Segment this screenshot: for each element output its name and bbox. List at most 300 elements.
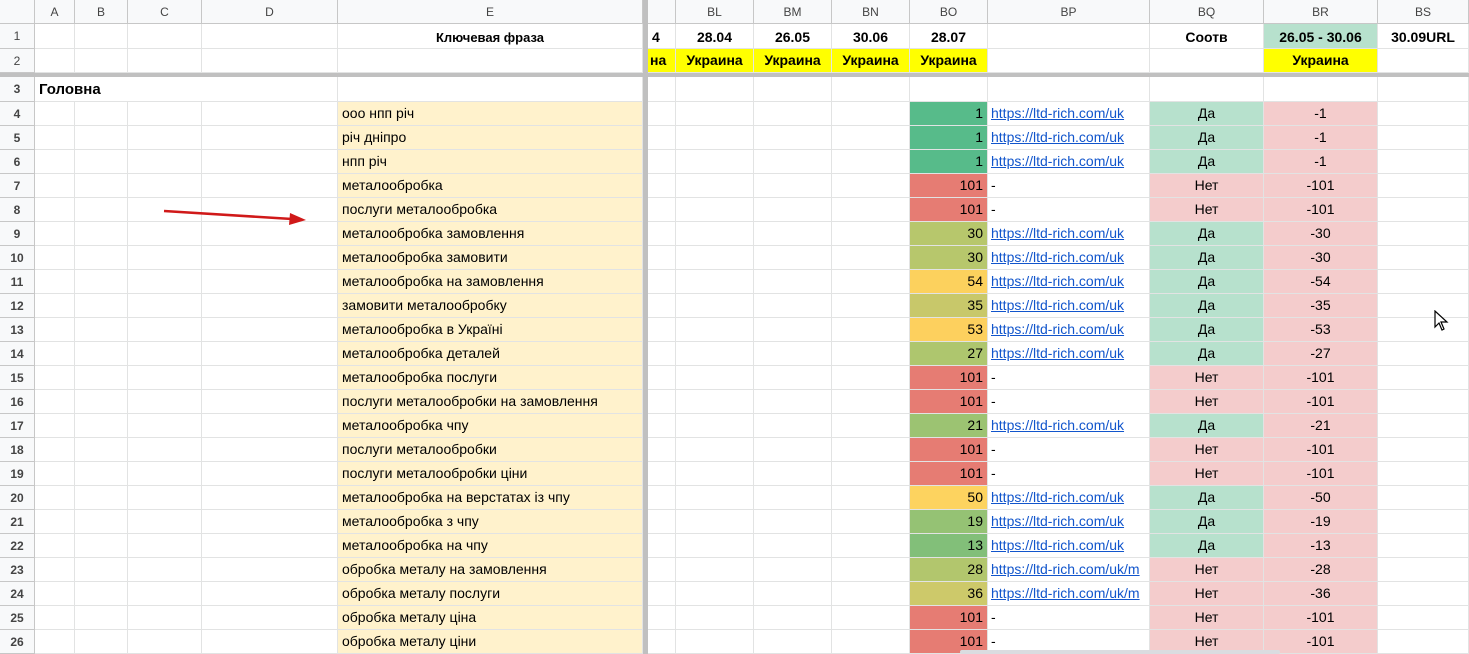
- cell-b[interactable]: [75, 198, 128, 222]
- cell-bm[interactable]: [754, 630, 832, 654]
- match-cell[interactable]: Да: [1150, 270, 1264, 294]
- cell-bs[interactable]: [1378, 606, 1469, 630]
- row-header[interactable]: 14: [0, 342, 35, 366]
- cell-a[interactable]: [35, 222, 75, 246]
- cell-b[interactable]: [75, 246, 128, 270]
- cell-bs3[interactable]: [1378, 77, 1469, 102]
- cell-bl[interactable]: [676, 174, 754, 198]
- position-cell[interactable]: 101: [910, 606, 988, 630]
- keyword-cell[interactable]: металообробка послуги: [338, 366, 643, 390]
- cell-d[interactable]: [202, 462, 338, 486]
- cell-bl[interactable]: [676, 366, 754, 390]
- diff-cell[interactable]: -101: [1264, 462, 1378, 486]
- cell-b[interactable]: [75, 558, 128, 582]
- diff-cell[interactable]: -1: [1264, 150, 1378, 174]
- position-cell[interactable]: 53: [910, 318, 988, 342]
- keyword-cell[interactable]: металообробка в Україні: [338, 318, 643, 342]
- cell-b1[interactable]: [75, 24, 128, 49]
- row-header[interactable]: 26: [0, 630, 35, 654]
- url-header-bs[interactable]: 30.09URL: [1378, 24, 1469, 49]
- diff-cell[interactable]: -101: [1264, 198, 1378, 222]
- cell-d[interactable]: [202, 510, 338, 534]
- cell-bo3[interactable]: [910, 77, 988, 102]
- cell-bl[interactable]: [676, 630, 754, 654]
- cell-bl[interactable]: [676, 102, 754, 126]
- cell-bn[interactable]: [832, 486, 910, 510]
- cell-bs[interactable]: [1378, 198, 1469, 222]
- match-cell[interactable]: Нет: [1150, 390, 1264, 414]
- diff-cell[interactable]: -30: [1264, 246, 1378, 270]
- position-cell[interactable]: 35: [910, 294, 988, 318]
- cell-bl[interactable]: [676, 294, 754, 318]
- cell-bs[interactable]: [1378, 318, 1469, 342]
- cell-d[interactable]: [202, 414, 338, 438]
- cell-c[interactable]: [128, 582, 202, 606]
- cell-partial[interactable]: [648, 174, 676, 198]
- diff-cell[interactable]: -27: [1264, 342, 1378, 366]
- cell-bp2[interactable]: [988, 49, 1150, 73]
- cell-c[interactable]: [128, 438, 202, 462]
- cell-d[interactable]: [202, 366, 338, 390]
- cell-c[interactable]: [128, 102, 202, 126]
- diff-cell[interactable]: -19: [1264, 510, 1378, 534]
- row-header[interactable]: 20: [0, 486, 35, 510]
- keyword-cell[interactable]: обробка металу послуги: [338, 582, 643, 606]
- cell-bs[interactable]: [1378, 174, 1469, 198]
- cell-c[interactable]: [128, 462, 202, 486]
- cell-bm[interactable]: [754, 486, 832, 510]
- cell-bl[interactable]: [676, 582, 754, 606]
- cell-bm[interactable]: [754, 438, 832, 462]
- cell-bm[interactable]: [754, 534, 832, 558]
- region-bm[interactable]: Украина: [754, 49, 832, 73]
- cell-partial[interactable]: [648, 102, 676, 126]
- cell-bs[interactable]: [1378, 534, 1469, 558]
- cell-bl[interactable]: [676, 270, 754, 294]
- url-cell[interactable]: https://ltd-rich.com/uk: [988, 294, 1150, 318]
- cell-partial[interactable]: [648, 366, 676, 390]
- cell-bn3[interactable]: [832, 77, 910, 102]
- cell-bm[interactable]: [754, 174, 832, 198]
- cell-bn[interactable]: [832, 126, 910, 150]
- cell-c[interactable]: [128, 390, 202, 414]
- date-header-bn[interactable]: 30.06: [832, 24, 910, 49]
- cell-a[interactable]: [35, 606, 75, 630]
- position-cell[interactable]: 21: [910, 414, 988, 438]
- region-bo[interactable]: Украина: [910, 49, 988, 73]
- cell-b[interactable]: [75, 486, 128, 510]
- cell-c[interactable]: [128, 366, 202, 390]
- cell-a2[interactable]: [35, 49, 75, 73]
- cell-partial[interactable]: [648, 414, 676, 438]
- col-header-a[interactable]: A: [35, 0, 75, 24]
- col-header-br[interactable]: BR: [1264, 0, 1378, 24]
- cell-partial[interactable]: [648, 606, 676, 630]
- cell-d[interactable]: [202, 270, 338, 294]
- cell-bn[interactable]: [832, 438, 910, 462]
- cell-bs[interactable]: [1378, 486, 1469, 510]
- cell-br3[interactable]: [1264, 77, 1378, 102]
- col-header-bn[interactable]: BN: [832, 0, 910, 24]
- cell-c[interactable]: [128, 294, 202, 318]
- cell-bm[interactable]: [754, 294, 832, 318]
- cell-bn[interactable]: [832, 606, 910, 630]
- url-cell[interactable]: -: [988, 174, 1150, 198]
- match-cell[interactable]: Да: [1150, 222, 1264, 246]
- cell-b[interactable]: [75, 318, 128, 342]
- cell-a[interactable]: [35, 582, 75, 606]
- cell-bn[interactable]: [832, 102, 910, 126]
- cell-bl[interactable]: [676, 390, 754, 414]
- cell-bn[interactable]: [832, 198, 910, 222]
- cell-d1[interactable]: [202, 24, 338, 49]
- cell-partial[interactable]: [648, 150, 676, 174]
- cell-bm[interactable]: [754, 462, 832, 486]
- position-cell[interactable]: 1: [910, 102, 988, 126]
- cell-d[interactable]: [202, 246, 338, 270]
- cell-a[interactable]: [35, 150, 75, 174]
- col-header-bp[interactable]: BP: [988, 0, 1150, 24]
- cell-bm[interactable]: [754, 606, 832, 630]
- row-header[interactable]: 17: [0, 414, 35, 438]
- diff-cell[interactable]: -21: [1264, 414, 1378, 438]
- row-header-2[interactable]: 2: [0, 49, 35, 73]
- cell-bl[interactable]: [676, 510, 754, 534]
- url-cell[interactable]: https://ltd-rich.com/uk: [988, 414, 1150, 438]
- match-cell[interactable]: Нет: [1150, 630, 1264, 654]
- cell-bl[interactable]: [676, 534, 754, 558]
- position-cell[interactable]: 13: [910, 534, 988, 558]
- cell-bl[interactable]: [676, 246, 754, 270]
- cell-bl[interactable]: [676, 342, 754, 366]
- match-cell[interactable]: Да: [1150, 126, 1264, 150]
- match-cell[interactable]: Да: [1150, 534, 1264, 558]
- cell-partial[interactable]: [648, 630, 676, 654]
- cell-partial[interactable]: [648, 390, 676, 414]
- col-header-c[interactable]: C: [128, 0, 202, 24]
- row-header[interactable]: 10: [0, 246, 35, 270]
- cell-c[interactable]: [128, 342, 202, 366]
- keyword-cell[interactable]: послуги металообробки ціни: [338, 462, 643, 486]
- cell-d[interactable]: [202, 174, 338, 198]
- cell-d[interactable]: [202, 606, 338, 630]
- cell-d[interactable]: [202, 486, 338, 510]
- cell-d[interactable]: [202, 582, 338, 606]
- keyword-cell[interactable]: послуги металообробка: [338, 198, 643, 222]
- cell-b[interactable]: [75, 150, 128, 174]
- position-cell[interactable]: 101: [910, 390, 988, 414]
- frozen-column-divider[interactable]: [643, 0, 648, 654]
- cell-bs[interactable]: [1378, 390, 1469, 414]
- diff-cell[interactable]: -30: [1264, 222, 1378, 246]
- position-cell[interactable]: 28: [910, 558, 988, 582]
- cell-b[interactable]: [75, 174, 128, 198]
- cell-bs[interactable]: [1378, 438, 1469, 462]
- diff-cell[interactable]: -101: [1264, 174, 1378, 198]
- url-cell[interactable]: https://ltd-rich.com/uk/m: [988, 558, 1150, 582]
- cell-bl[interactable]: [676, 150, 754, 174]
- cell-bs[interactable]: [1378, 102, 1469, 126]
- url-cell[interactable]: -: [988, 390, 1150, 414]
- position-cell[interactable]: 101: [910, 462, 988, 486]
- cell-c[interactable]: [128, 246, 202, 270]
- cell-partial[interactable]: [648, 342, 676, 366]
- cell-bm[interactable]: [754, 366, 832, 390]
- cell-bn[interactable]: [832, 318, 910, 342]
- cell-b2[interactable]: [75, 49, 128, 73]
- cell-d[interactable]: [202, 294, 338, 318]
- cell-d[interactable]: [202, 318, 338, 342]
- cell-b[interactable]: [75, 414, 128, 438]
- cell-a[interactable]: [35, 174, 75, 198]
- url-cell[interactable]: -: [988, 606, 1150, 630]
- url-cell[interactable]: https://ltd-rich.com/uk: [988, 318, 1150, 342]
- cell-b[interactable]: [75, 630, 128, 654]
- keyword-cell[interactable]: обробка металу на замовлення: [338, 558, 643, 582]
- cell-bs[interactable]: [1378, 342, 1469, 366]
- cell-bn[interactable]: [832, 558, 910, 582]
- cell-bm[interactable]: [754, 150, 832, 174]
- cell-bm[interactable]: [754, 390, 832, 414]
- cell-bn[interactable]: [832, 390, 910, 414]
- cell-bn[interactable]: [832, 510, 910, 534]
- cell-bs[interactable]: [1378, 222, 1469, 246]
- cell-bn[interactable]: [832, 630, 910, 654]
- position-cell[interactable]: 19: [910, 510, 988, 534]
- url-cell[interactable]: https://ltd-rich.com/uk: [988, 150, 1150, 174]
- cell-bs[interactable]: [1378, 246, 1469, 270]
- position-cell[interactable]: 30: [910, 246, 988, 270]
- partial-region-2[interactable]: на: [648, 49, 676, 73]
- cell-bl[interactable]: [676, 438, 754, 462]
- cell-bm[interactable]: [754, 222, 832, 246]
- cell-partial[interactable]: [648, 462, 676, 486]
- cell-a[interactable]: [35, 558, 75, 582]
- cell-bm[interactable]: [754, 558, 832, 582]
- cell-partial[interactable]: [648, 582, 676, 606]
- cell-bm[interactable]: [754, 582, 832, 606]
- cell-bp1[interactable]: [988, 24, 1150, 49]
- cell-bm[interactable]: [754, 342, 832, 366]
- url-cell[interactable]: https://ltd-rich.com/uk: [988, 222, 1150, 246]
- row-header[interactable]: 15: [0, 366, 35, 390]
- diff-cell[interactable]: -54: [1264, 270, 1378, 294]
- match-header[interactable]: Соотв: [1150, 24, 1264, 49]
- cell-c[interactable]: [128, 606, 202, 630]
- row-header[interactable]: 22: [0, 534, 35, 558]
- cell-a[interactable]: [35, 414, 75, 438]
- cell-bs2[interactable]: [1378, 49, 1469, 73]
- cell-bl[interactable]: [676, 462, 754, 486]
- cell-c[interactable]: [128, 318, 202, 342]
- cell-bm[interactable]: [754, 318, 832, 342]
- date-header-bl[interactable]: 28.04: [676, 24, 754, 49]
- cell-bs[interactable]: [1378, 462, 1469, 486]
- diff-cell[interactable]: -1: [1264, 102, 1378, 126]
- col-header-bo[interactable]: BO: [910, 0, 988, 24]
- cell-b[interactable]: [75, 462, 128, 486]
- cell-d2[interactable]: [202, 49, 338, 73]
- corner-cell[interactable]: [0, 0, 35, 24]
- cell-a[interactable]: [35, 366, 75, 390]
- cell-a[interactable]: [35, 294, 75, 318]
- cell-bn[interactable]: [832, 414, 910, 438]
- match-cell[interactable]: Да: [1150, 318, 1264, 342]
- partial-header-1[interactable]: 4: [648, 24, 676, 49]
- cell-b[interactable]: [75, 126, 128, 150]
- cell-partial[interactable]: [648, 438, 676, 462]
- cell-bm[interactable]: [754, 414, 832, 438]
- position-cell[interactable]: 101: [910, 366, 988, 390]
- url-cell[interactable]: https://ltd-rich.com/uk: [988, 270, 1150, 294]
- cell-bl[interactable]: [676, 414, 754, 438]
- section-title[interactable]: Головна: [35, 77, 202, 102]
- url-cell[interactable]: https://ltd-rich.com/uk: [988, 342, 1150, 366]
- cell-a[interactable]: [35, 126, 75, 150]
- cell-a[interactable]: [35, 510, 75, 534]
- cell-b[interactable]: [75, 582, 128, 606]
- cell-b[interactable]: [75, 366, 128, 390]
- row-header[interactable]: 24: [0, 582, 35, 606]
- cell-d[interactable]: [202, 126, 338, 150]
- match-cell[interactable]: Нет: [1150, 198, 1264, 222]
- cell-bl[interactable]: [676, 486, 754, 510]
- match-cell[interactable]: Да: [1150, 486, 1264, 510]
- keyword-cell[interactable]: металообробка: [338, 174, 643, 198]
- cell-bl[interactable]: [676, 222, 754, 246]
- keyword-cell[interactable]: нпп річ: [338, 150, 643, 174]
- cell-b[interactable]: [75, 102, 128, 126]
- cell-a[interactable]: [35, 198, 75, 222]
- keyword-cell[interactable]: послуги металообробки на замовлення: [338, 390, 643, 414]
- row-header[interactable]: 7: [0, 174, 35, 198]
- cell-bn[interactable]: [832, 534, 910, 558]
- range-header[interactable]: 26.05 - 30.06: [1264, 24, 1378, 49]
- cell-bl[interactable]: [676, 318, 754, 342]
- cell-b[interactable]: [75, 390, 128, 414]
- cell-bn[interactable]: [832, 366, 910, 390]
- position-cell[interactable]: 101: [910, 174, 988, 198]
- match-cell[interactable]: Нет: [1150, 174, 1264, 198]
- row-header-1[interactable]: 1: [0, 24, 35, 49]
- position-cell[interactable]: 101: [910, 630, 988, 654]
- cell-a[interactable]: [35, 318, 75, 342]
- cell-b[interactable]: [75, 222, 128, 246]
- url-cell[interactable]: -: [988, 198, 1150, 222]
- cell-c[interactable]: [128, 486, 202, 510]
- cell-a[interactable]: [35, 246, 75, 270]
- cell-d[interactable]: [202, 150, 338, 174]
- cell-bl3[interactable]: [676, 77, 754, 102]
- cell-c[interactable]: [128, 150, 202, 174]
- url-cell[interactable]: https://ltd-rich.com/uk: [988, 510, 1150, 534]
- cell-bp3[interactable]: [988, 77, 1150, 102]
- cell-partial[interactable]: [648, 534, 676, 558]
- cell-bl[interactable]: [676, 126, 754, 150]
- cell-bn[interactable]: [832, 582, 910, 606]
- keyword-cell[interactable]: обробка металу ціна: [338, 606, 643, 630]
- cell-bm[interactable]: [754, 126, 832, 150]
- row-header[interactable]: 23: [0, 558, 35, 582]
- cell-b[interactable]: [75, 270, 128, 294]
- row-header[interactable]: 18: [0, 438, 35, 462]
- url-cell[interactable]: https://ltd-rich.com/uk: [988, 534, 1150, 558]
- cell-partial[interactable]: [648, 246, 676, 270]
- keyword-cell[interactable]: металообробка деталей: [338, 342, 643, 366]
- keyword-header[interactable]: Ключевая фраза: [338, 24, 643, 49]
- cell-c[interactable]: [128, 558, 202, 582]
- region-bl[interactable]: Украина: [676, 49, 754, 73]
- keyword-cell[interactable]: послуги металообробки: [338, 438, 643, 462]
- cell-bn[interactable]: [832, 222, 910, 246]
- cell-bs[interactable]: [1378, 630, 1469, 654]
- cell-d[interactable]: [202, 630, 338, 654]
- match-cell[interactable]: Да: [1150, 342, 1264, 366]
- cell-bn[interactable]: [832, 342, 910, 366]
- cell-partial3[interactable]: [648, 77, 676, 102]
- cell-a[interactable]: [35, 270, 75, 294]
- cell-bm[interactable]: [754, 102, 832, 126]
- cell-c[interactable]: [128, 270, 202, 294]
- row-header[interactable]: 12: [0, 294, 35, 318]
- keyword-cell[interactable]: металообробка з чпу: [338, 510, 643, 534]
- keyword-cell[interactable]: річ дніпро: [338, 126, 643, 150]
- cell-d3[interactable]: [202, 77, 338, 102]
- diff-cell[interactable]: -101: [1264, 438, 1378, 462]
- keyword-cell[interactable]: металообробка на верстатах із чпу: [338, 486, 643, 510]
- diff-cell[interactable]: -53: [1264, 318, 1378, 342]
- match-cell[interactable]: Да: [1150, 246, 1264, 270]
- col-header-bm[interactable]: BM: [754, 0, 832, 24]
- url-cell[interactable]: https://ltd-rich.com/uk: [988, 486, 1150, 510]
- diff-cell[interactable]: -28: [1264, 558, 1378, 582]
- cell-c2[interactable]: [128, 49, 202, 73]
- cell-e3[interactable]: [338, 77, 643, 102]
- cell-bs[interactable]: [1378, 150, 1469, 174]
- match-cell[interactable]: Нет: [1150, 366, 1264, 390]
- url-cell[interactable]: -: [988, 366, 1150, 390]
- cell-partial[interactable]: [648, 294, 676, 318]
- url-cell[interactable]: https://ltd-rich.com/uk: [988, 126, 1150, 150]
- cell-c[interactable]: [128, 126, 202, 150]
- diff-cell[interactable]: -1: [1264, 126, 1378, 150]
- cell-partial[interactable]: [648, 486, 676, 510]
- match-cell[interactable]: Нет: [1150, 462, 1264, 486]
- cell-bq3[interactable]: [1150, 77, 1264, 102]
- diff-cell[interactable]: -101: [1264, 606, 1378, 630]
- position-cell[interactable]: 101: [910, 438, 988, 462]
- position-cell[interactable]: 27: [910, 342, 988, 366]
- cell-bn[interactable]: [832, 150, 910, 174]
- keyword-cell[interactable]: металообробка замовлення: [338, 222, 643, 246]
- diff-cell[interactable]: -101: [1264, 390, 1378, 414]
- col-header-bq[interactable]: BQ: [1150, 0, 1264, 24]
- position-cell[interactable]: 54: [910, 270, 988, 294]
- cell-partial[interactable]: [648, 222, 676, 246]
- region-bn[interactable]: Украина: [832, 49, 910, 73]
- col-header-b[interactable]: B: [75, 0, 128, 24]
- cell-bs[interactable]: [1378, 126, 1469, 150]
- row-header[interactable]: 4: [0, 102, 35, 126]
- position-cell[interactable]: 1: [910, 126, 988, 150]
- cell-partial[interactable]: [648, 318, 676, 342]
- cell-a1[interactable]: [35, 24, 75, 49]
- cell-d[interactable]: [202, 558, 338, 582]
- match-cell[interactable]: Да: [1150, 510, 1264, 534]
- cell-bn[interactable]: [832, 462, 910, 486]
- col-header-d[interactable]: D: [202, 0, 338, 24]
- row-header[interactable]: 5: [0, 126, 35, 150]
